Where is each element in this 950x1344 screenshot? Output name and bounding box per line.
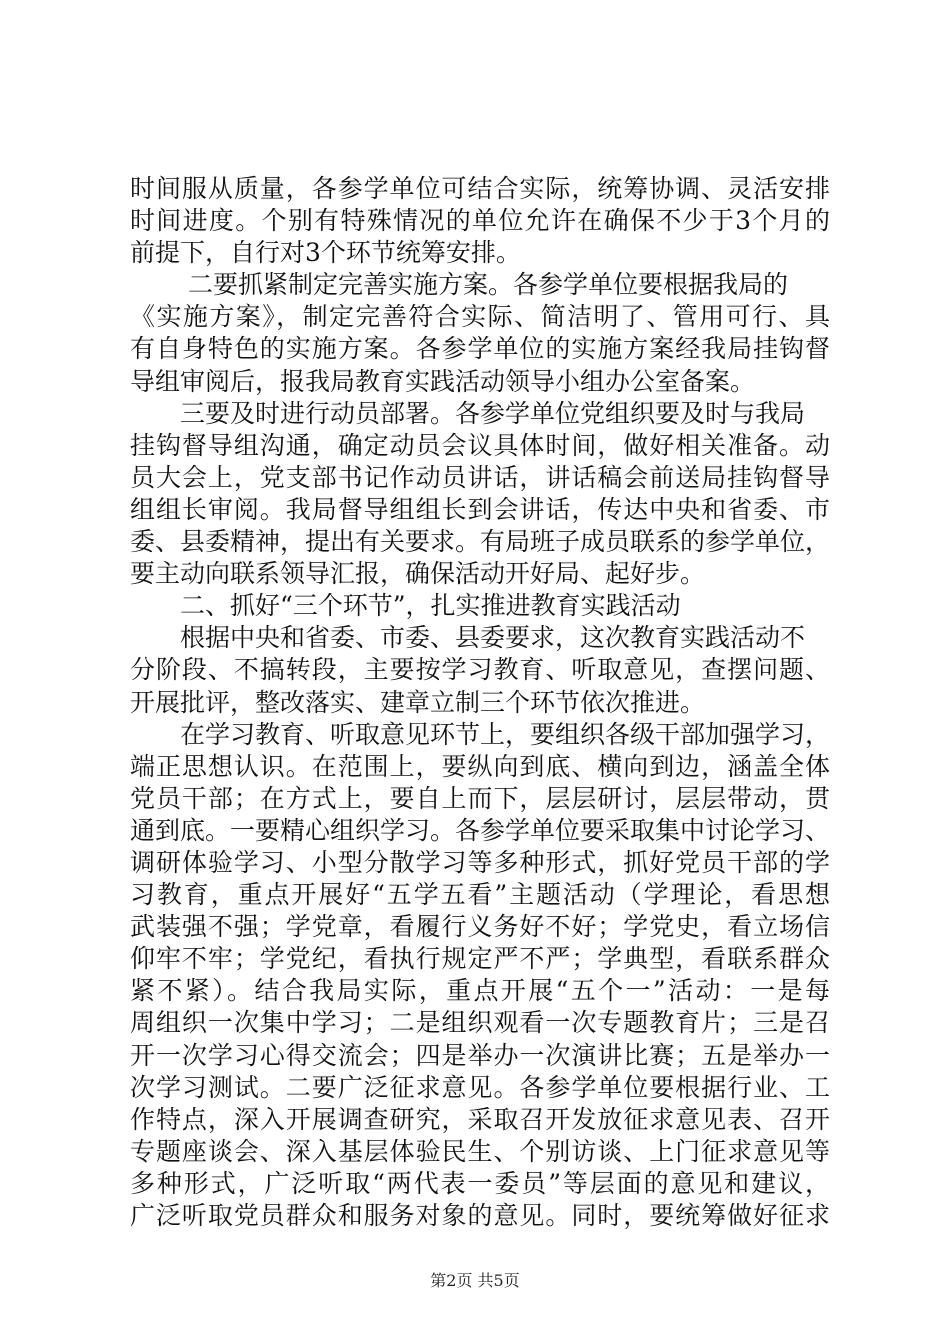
text-line: 次学习测试。二要广泛征求意见。各参学单位要根据行业、工 bbox=[130, 1072, 830, 1102]
text-line: 通到底。一要精心组织学习。各参学单位要采取集中讨论学习、 bbox=[130, 815, 831, 845]
text-line: 要主动向联系领导汇报，确保活动开好局、起好步。 bbox=[130, 559, 706, 589]
text-line: 紧不紧）。结合我局实际，重点开展“五个一”活动：一是每 bbox=[130, 976, 830, 1006]
text-line: 作特点，深入开展调查研究，采取召开发放征求意见表、召开 bbox=[130, 1104, 830, 1134]
text-line: 二、抓好“三个环节”，扎实推进教育实践活动 bbox=[180, 591, 681, 621]
text-line: 在学习教育、听取意见环节上，要组织各级干部加强学习， bbox=[180, 719, 831, 749]
text-line: 导组审阅后，报我局教育实践活动领导小组办公室备案。 bbox=[130, 366, 756, 396]
text-line: 前提下，自行对3个环节统筹安排。 bbox=[130, 238, 521, 268]
text-line: 习教育，重点开展好“五学五看”主题活动（学理论，看思想 bbox=[130, 880, 830, 910]
text-line: 专题座谈会、深入基层体验民生、个别访谈、上门征求意见等 bbox=[130, 1136, 830, 1166]
text-line: 时间服从质量，各参学单位可结合实际，统筹协调、灵活安排 bbox=[130, 174, 830, 203]
text-line: 周组织一次集中学习；二是组织观看一次专题教育片；三是召 bbox=[130, 1008, 830, 1038]
text-line: 分阶段、不搞转段，主要按学习教育、听取意见，查摆问题、 bbox=[130, 655, 830, 685]
text-line: 端正思想认识。在范围上，要纵向到底、横向到边，涵盖全体 bbox=[130, 751, 830, 781]
text-line: 开展批评，整改落实、建章立制三个环节依次推进。 bbox=[130, 687, 706, 717]
text-line: 仰牢不牢；学党纪，看执行规定严不严；学典型，看联系群众 bbox=[130, 944, 830, 974]
text-line: 二要抓紧制定完善实施方案。各参学单位要根据我局的 bbox=[188, 270, 789, 300]
document-body bbox=[130, 173, 830, 1232]
text-line: 《实施方案》，制定完善符合实际、简洁明了、管用可行、具 bbox=[130, 302, 830, 332]
text-line: 多种形式，广泛听取“两代表一委员”等层面的意见和建议， bbox=[130, 1168, 830, 1198]
text-line: 广泛听取党员群众和服务对象的意见。同时，要统筹做好征求 bbox=[130, 1201, 830, 1230]
page-footer: 第2页 共5页 bbox=[430, 1271, 520, 1290]
text-line: 有自身特色的实施方案。各参学单位的实施方案经我局挂钩督 bbox=[130, 334, 830, 364]
text-line: 挂钩督导组沟通，确定动员会议具体时间，做好相关准备。动 bbox=[130, 430, 830, 460]
text-line: 开一次学习心得交流会；四是举办一次演讲比赛；五是举办一 bbox=[130, 1040, 830, 1070]
text-line: 组组长审阅。我局督导组组长到会讲话，传达中央和省委、市 bbox=[130, 494, 830, 524]
text-line: 三要及时进行动员部署。各参学单位党组织要及时与我局 bbox=[180, 398, 806, 428]
text-line: 武装强不强；学党章，看履行义务好不好；学党史，看立场信 bbox=[130, 912, 830, 942]
text-line: 调研体验学习、小型分散学习等多种形式，抓好党员干部的学 bbox=[130, 847, 830, 877]
text-line: 党员干部；在方式上，要自上而下，层层研讨，层层带动，贯 bbox=[130, 783, 830, 813]
text-line: 员大会上，党支部书记作动员讲话，讲话稿会前送局挂钩督导 bbox=[130, 462, 830, 492]
text-line: 根据中央和省委、市委、县委要求，这次教育实践活动不 bbox=[180, 623, 806, 653]
text-line: 时间进度。个别有特殊情况的单位允许在确保不少于3个月的 bbox=[130, 206, 830, 236]
text-line: 委、县委精神，提出有关要求。有局班子成员联系的参学单位， bbox=[130, 527, 831, 557]
